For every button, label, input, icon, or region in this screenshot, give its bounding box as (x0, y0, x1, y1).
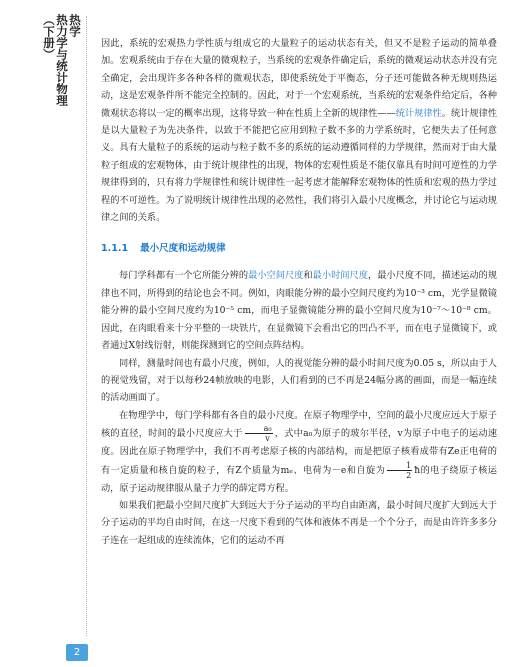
section-heading (101, 242, 497, 256)
paragraph-5: 如果我们把最小空间尺度扩大到远大于分子运动的平均自由距离，最小时间尺度扩大到远大于分子运动的平均自由时间，在这一尺度下看到的气体和液体不再是一个个分子，而是由许许多多分子连在一起组成的连续流体，它们的运动不再 (101, 499, 497, 546)
running-title (42, 14, 82, 106)
margin-divider (86, 16, 87, 636)
running-title-part1: 热学 (68, 14, 82, 37)
section-title: 最小尺度和运动规律 (140, 243, 226, 255)
paragraph-2: 每门学科都有一个它所能分辨的最小空间尺度和最小时间尺度，最小尺度不同，描述运动的规律也不同，所得到的结论也会不同。例如，肉眼能分辨的最小空间尺度约为10⁻³ cm，光学显微镜能分辨的最小空间尺度约为10⁻⁵ cm，而电子显微镜能分辨的最小空间尺度为10⁻⁷～10⁻⁸ cm。因此，在肉眼看来十分平整的一块铁片，在显微镜下会看出它的凹凸不平，而在电子显微镜下，或者通过X射线衍射，则能探测到它的空间点阵结构。 (101, 270, 498, 352)
paragraph-1: 因此，系统的宏观热力学性质与组成它的大量粒子的运动状态有关，但又不是粒子运动的简单叠加。宏观系统由于存在大量的微观粒子，当系统的宏观条件确定后，系统的微观运动状态并没有完全确定，会出现许多各种各样的微观状态，即使系统处于平衡态，分子还可能做各种无规则热运动，这是宏观条件所不能完全控制的。因此，对于一个宏观系统，当系统的宏观条件给定后，各种微观状态将以一定的概率出现，这将导致一种在性质上全新的规律性——统计规律性。统计规律性是以大量粒子为先决条件，以致于不能把它应用到粒子数不多的力学系统时，它便失去了任何意义。具有大量粒子的系统的运动与粒子数不多的系统的运动遵循同样的力学规律，然而对于由大量粒子组成的宏观物体，由于统计规律性的出现，物体的宏观性质是不能仅靠具有时间可逆性的力学规律得到的，只有将力学规律性和统计规律性一起考虑才能解释宏观物体的性质和宏观的热力学过程的不可逆性。为了说明统计规律性出现的必然性，我们将引入最小尺度概念，并讨论它与运动规律之间的关系。 (101, 38, 498, 224)
page-number: 2 (66, 644, 88, 661)
section-number: 1.1.1 (101, 243, 129, 255)
running-title-part2: 热力学与统计物理 (55, 14, 69, 106)
term-min-space-scale: 最小空间尺度 (248, 270, 304, 282)
term-min-time-scale: 最小时间尺度 (312, 270, 368, 282)
paragraph-4: 在物理学中，每门学科都有各自的最小尺度。在原子物理学中，空间的最小尺度应远大于原子核的直径，时间的最小尺度应大于 $\frac{\text{a₀}}{v}$ ，式中a₀为原子的玻尔半径，v为原子中电子的运动速度。因此在原子物理学中，我们不再考虑原子核的内部结构，而是把原子核看成带有Ze正电荷的有一定质量和核自旋的粒子，有Z个质量为mₑ、电荷为－e和自旋为 $\frac{1}{2}$ ħ的电子绕原子核运动，原子运动规律服从量子力学的薛定谔方程。 (101, 409, 498, 494)
running-title-part3: （下册） (42, 14, 56, 60)
fraction-one-half: $\frac{1}{2}$ (387, 461, 412, 480)
term-statistical-regularity: 统计规律性 (395, 107, 442, 119)
paragraph-3: 同样，测量时间也有最小尺度，例如，人的视觉能分辨的最小时间尺度为0.05 s，所以由于人的视觉残留，对于以每秒24帧放映的电影，人们看到的已不再是24幅分离的画面，而是一幅连续的活动画面了。 (101, 357, 497, 404)
fraction-a0-over-v: $\frac{\text{a₀}}{v}$ (245, 424, 273, 443)
main-text (101, 35, 497, 549)
